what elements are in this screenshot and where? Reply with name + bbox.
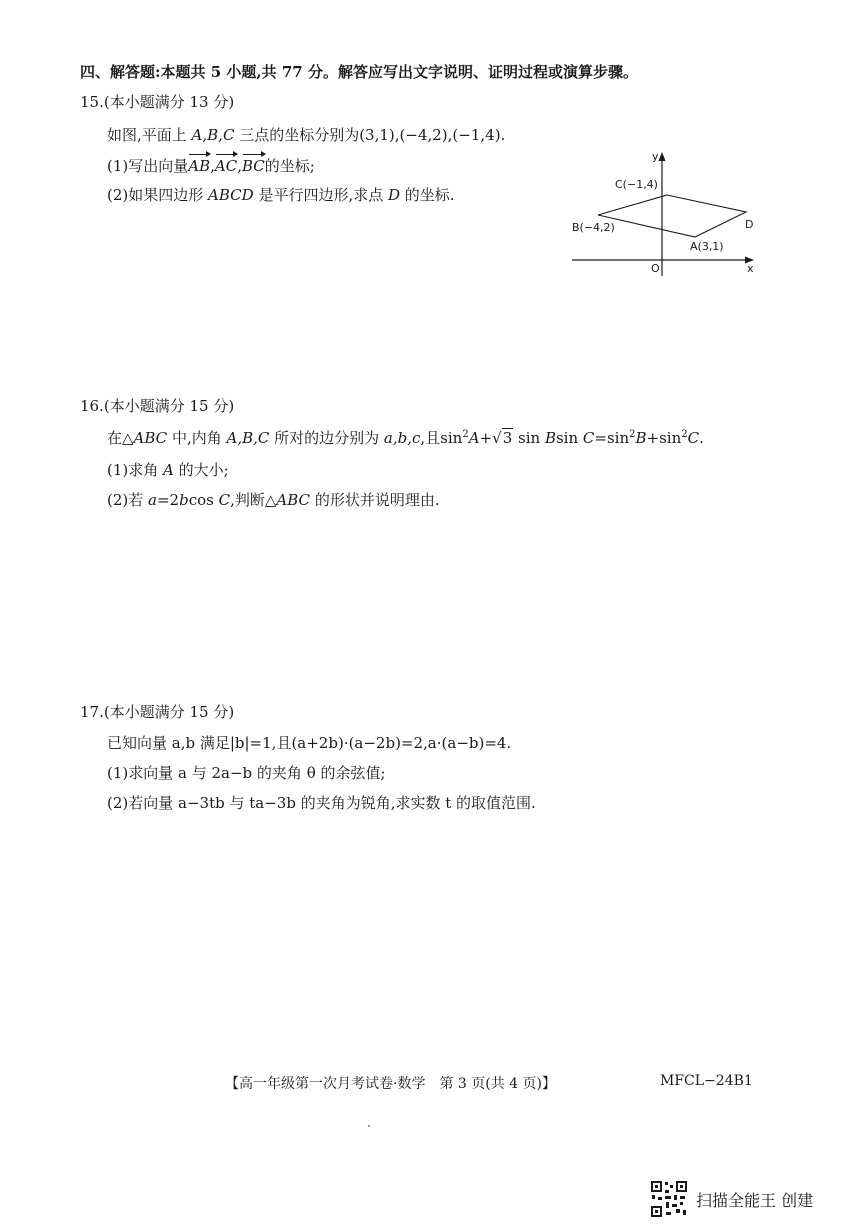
q16-stmt-pre: 在△ [107, 429, 134, 447]
q16-p2-eq: =2 [156, 491, 180, 509]
label-c: C(−1,4) [615, 178, 658, 191]
scan-speck [368, 1125, 370, 1127]
q15-coordinate-figure [568, 140, 768, 280]
footer-code: MFCL−24B1 [660, 1073, 753, 1089]
q16-stmt-mid2: 所对的边分别为 [269, 429, 384, 447]
q17-part1: (1)求向量 a 与 2a−b 的夹角 θ 的余弦值; [107, 764, 386, 782]
footer-title: 【高一年级第一次月考试卷·数学 第 3 页(共 4 页)】 [225, 1076, 556, 1092]
q15-header: 15.(本小题满分 13 分) [80, 93, 235, 111]
q16-stmt-c2: C [687, 429, 700, 447]
q15-intro-vars: A,B,C [191, 126, 235, 144]
q17-part2: (2)若向量 a−3tb 与 ta−3b 的夹角为锐角,求实数 t 的取值范围. [107, 794, 536, 812]
q16-stmt-tri: ABC [133, 429, 168, 447]
q15-part2 [107, 185, 455, 205]
q16-p2-cos: cos [188, 491, 219, 509]
label-origin: O [651, 262, 660, 275]
q16-p1-var: A [163, 461, 174, 479]
q16-stmt-b: B [544, 429, 556, 447]
vector-ac: AC [214, 157, 238, 175]
label-d: D [745, 218, 754, 231]
q16-part1 [107, 460, 229, 480]
q15-intro [107, 125, 505, 145]
q15-p1-post: 的坐标; [264, 157, 315, 175]
vector-bc: BC [241, 157, 265, 175]
q16-stmt-sinb: sin [513, 429, 545, 447]
q16-p2-c: C [218, 491, 231, 509]
q16-statement: 在△ABC 中,内角 A,B,C 所对的边分别为 a,b,c,且$\sin^2A+√3$ sin Bsin $C=\sin^2B+\sin^2C$. [107, 429, 704, 447]
q16-p2-post: 的形状并说明理由. [310, 491, 440, 509]
label-a: A(3,1) [690, 240, 724, 253]
qr-code-icon [650, 1180, 688, 1218]
q16-header: 16.(本小题满分 15 分) [80, 397, 235, 415]
q16-stmt-c: C [582, 429, 595, 447]
vector-ab: AB [188, 157, 211, 175]
q16-p2-mid: ,判断△ [230, 491, 277, 509]
y-axis-arrow [659, 152, 666, 161]
q16-p1-post: 的大小; [173, 461, 229, 479]
q16-stmt-sqrt: 3 [502, 429, 513, 447]
q15-intro-post: 三点的坐标分别为(3,1),(−4,2),(−1,4). [234, 126, 506, 144]
label-x-axis: x [747, 262, 754, 275]
section-title: 四、解答题:本题共 5 小题,共 77 分。解答应写出文字说明、证明过程或演算步骤。 [80, 63, 638, 81]
q16-stmt-end: . [699, 429, 704, 447]
q16-p2-b: b [179, 491, 189, 509]
q16-stmt-mid3: ,且sin [420, 429, 463, 447]
q15-intro-pre: 如图,平面上 [107, 126, 192, 144]
q16-stmt-eq: =sin [594, 429, 630, 447]
q15-p2-var2: D [387, 186, 401, 204]
q16-stmt-mid: 中,内角 [167, 429, 227, 447]
q15-p2-var: ABCD [208, 186, 254, 204]
q15-p2-pre: (2)如果四边形 [107, 186, 209, 204]
q16-stmt-a: A [468, 429, 480, 447]
q16-p1-pre: (1)求角 [107, 461, 164, 479]
q16-stmt-plus: + [479, 429, 493, 447]
parallelogram-abcd [598, 195, 746, 237]
scanner-text: 扫描全能王 创建 [696, 1190, 814, 1210]
coordinate-diagram [568, 140, 768, 280]
q15-p2-mid: 是平行四边形,求点 [253, 186, 388, 204]
q16-p2-pre: (2)若 [107, 491, 149, 509]
q16-p2-tri: ABC [276, 491, 311, 509]
q16-stmt-angles: A,B,C [226, 429, 270, 447]
q17-header: 17.(本小题满分 15 分) [80, 703, 235, 721]
q17-statement: 已知向量 a,b 满足|b|=1,且(a+2b)·(a−2b)=2,a·(a−b)=4. [107, 734, 512, 752]
q16-p2-a: a [148, 491, 157, 509]
q15-p2-post: 的坐标. [400, 186, 455, 204]
q16-stmt-plus2: +sin [646, 429, 682, 447]
label-y-axis: y [652, 150, 659, 163]
q15-p1-pre: (1)写出向量 [107, 157, 189, 175]
q16-stmt-sinc: sin [555, 429, 583, 447]
q16-stmt-b2: B [635, 429, 647, 447]
q16-stmt-sides: a,b,c [383, 429, 421, 447]
q15-part1: (1)写出向量AB,AC,BC的坐标; [107, 157, 315, 175]
label-b: B(−4,2) [572, 221, 615, 234]
scanner-watermark [650, 1180, 813, 1218]
q16-part2 [107, 490, 440, 510]
